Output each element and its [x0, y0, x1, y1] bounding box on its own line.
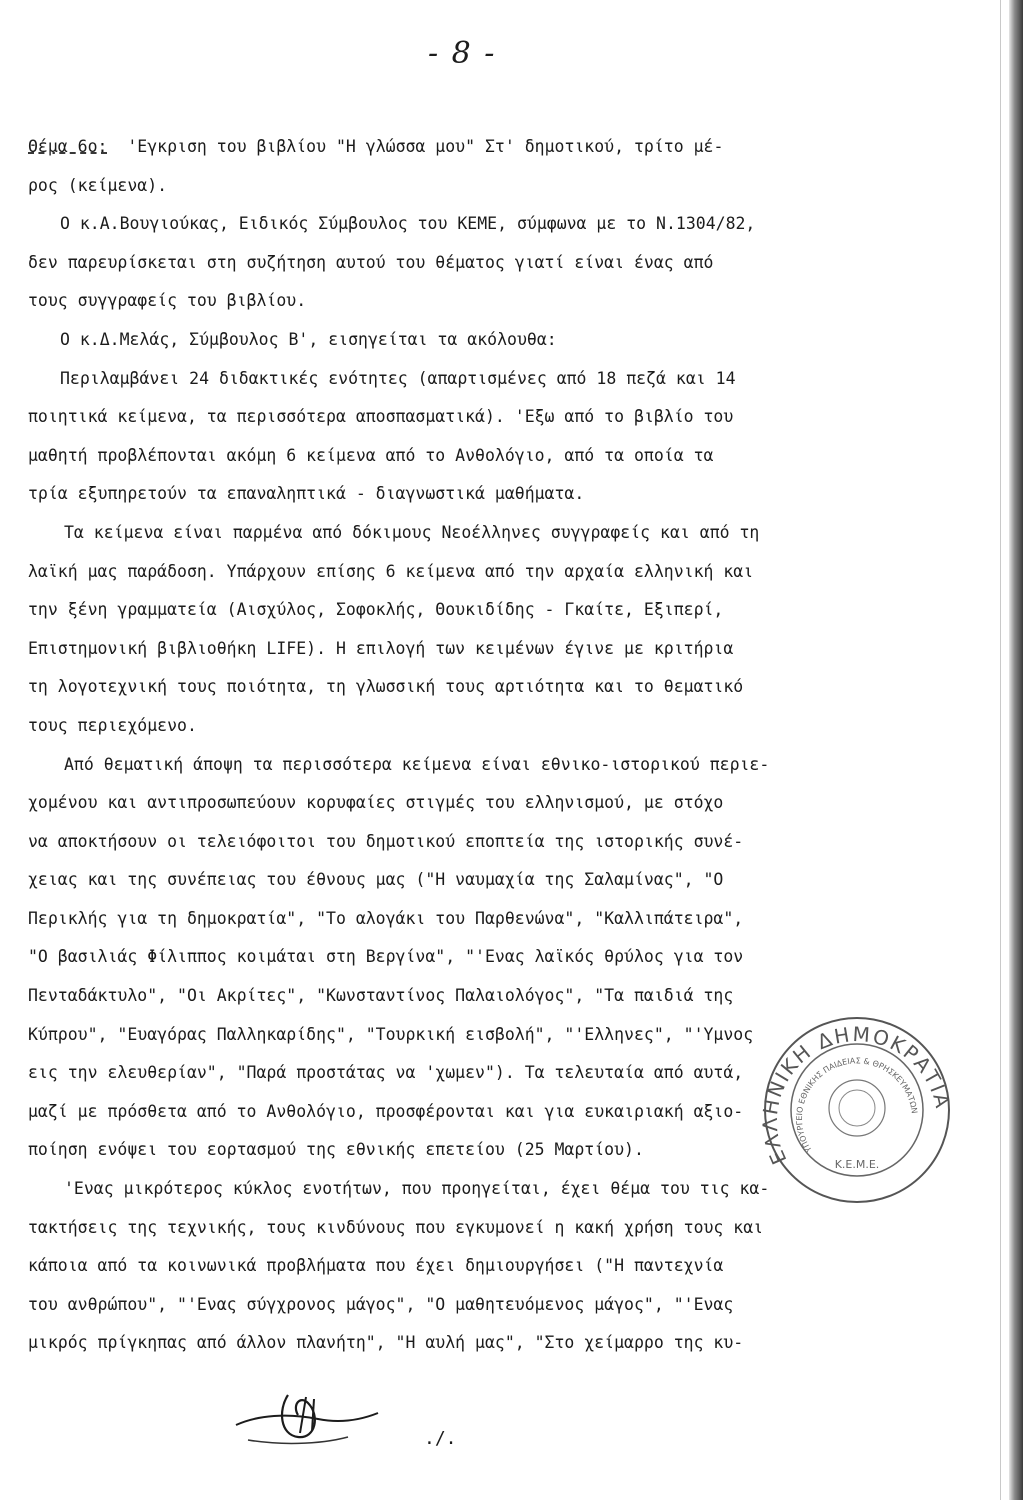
text-line-23: Πενταδάκτυλο", "Οι Ακρίτες", "Κωνσταντίνος Παλαιολόγος", "Τα παιδιά της [28, 986, 734, 1006]
text-line-22: "Ο βασιλιάς Φίλιππος κοιμάται στη Βεργίνα", "'Ενας λαϊκός θρύλος για τον [28, 947, 744, 967]
svg-text:ΥΠΟΥΡΓΕΙΟ ΕΘΝΙΚΗΣ ΠΑΙΔΕΙΑΣ & Θ [795, 1056, 919, 1154]
text-line-1: Θέμα 6ο: 'Εγκριση του βιβλίου "Η γλώσσα μου" Στ' δημοτικού, τρίτο μέ- [28, 137, 724, 156]
text-line-9: μαθητή προβλέπονται ακόμη 6 κείμενα από το Ανθολόγιο, από τα οποία τα [28, 445, 714, 465]
text-line-26: μαζί με πρόσθετα από το Ανθολόγιο, προσφέρονται και για ευκαιριακή αξιο- [28, 1101, 744, 1121]
text-line-12: λαϊκή μας παράδοση. Υπάρχουν επίσης 6 κείμενα από την αρχαία ελληνική και [28, 561, 754, 581]
svg-text:ΕΛΛΗΝΙΚΗ ΔΗΜΟΚΡΑΤΙΑ [758, 1022, 955, 1168]
text-line-25: εις την ελευθερίαν", "Παρά προστάτας να 'χωμεν"). Τα τελευταία από αυτά, [28, 1063, 744, 1083]
text-line-19: να αποκτήσουν οι τελειόφοιτοι του δημοτικού εποπτεία της ιστορικής συνέ- [28, 831, 744, 851]
text-line-17: Από θεματική άποψη τα περισσότερα κείμενα είναι εθνικο-ιστορικού περιε- [64, 754, 770, 774]
text-line-27: ποίηση ενόψει του εορτασμού της εθνικής επετείου (25 Μαρτίου). [28, 1140, 644, 1160]
text-line-10: τρία εξυπηρετούν τα επαναληπτικά - διαγνωστικά μαθήματα. [28, 484, 585, 504]
page-number: - 8 - [428, 36, 497, 71]
text-line-15: τη λογοτεχνική τους ποιότητα, τη γλωσσική τους αρτιότητα και το θεματικό [28, 677, 744, 697]
text-line-29: τακτήσεις της τεχνικής, τους κινδύνους που εγκυμονεί η κακή χρήση τους και [28, 1217, 764, 1237]
text-line-16: τους περιεχόμενο. [28, 715, 197, 735]
text-line-5: τους συγγραφείς του βιβλίου. [28, 291, 307, 311]
continuation-mark: ./. [424, 1428, 457, 1449]
topic-heading: Θέμα 6ο: [28, 137, 108, 156]
official-seal-stamp [757, 1010, 957, 1210]
text-line-11: Τα κείμενα είναι παρμένα από δόκιμους Νεοέλληνες συγγραφείς και από τη [64, 522, 760, 542]
stamp-outer-text: ΕΛΛΗΝΙΚΗ ΔΗΜΟΚΡΑΤΙΑ [757, 1021, 956, 1169]
handwritten-signature [228, 1385, 388, 1455]
document-body [28, 128, 838, 1363]
text-line-8: ποιητικά κείμενα, τα περισσότερα αποσπασματικά). 'Εξω από το βιβλίο του [28, 407, 734, 427]
text-line-6: Ο κ.Δ.Μελάς, Σύμβουλος Β', εισηγείται τα ακόλουθα: [60, 329, 557, 349]
text-line-20: χειας και της συνέπειας του έθνους μας ("Η ναυμαχία της Σαλαμίνας", "Ο [28, 870, 724, 890]
text-line-2: ρος (κείμενα). [28, 175, 168, 195]
text-line-14: Επιστημονική βιβλιοθήκη LIFE). Η επιλογή των κειμένων έγινε με κριτήρια [28, 638, 734, 658]
stamp-bottom-text: Κ.Ε.Μ.Ε. [834, 1158, 880, 1171]
text-line-28: 'Ενας μικρότερος κύκλος ενοτήτων, που προηγείται, έχει θέμα του τις κα- [64, 1179, 770, 1199]
text-line-13: την ξένη γραμματεία (Αισχύλος, Σοφοκλής, Θουκιδίδης - Γκαίτε, Εξιπερί, [28, 600, 724, 620]
text-line-3: Ο κ.Α.Βουγιούκας, Ειδικός Σύμβουλος του ΚΕΜΕ, σύμφωνα με το Ν.1304/82, [60, 214, 756, 234]
text-line-21: Περικλής για τη δημοκρατία", "Το αλογάκι του Παρθενώνα", "Καλλιπάτειρα", [28, 908, 744, 928]
text-line-24: Κύπρου", "Ευαγόρας Παλληκαρίδης", "Τουρκική εισβολή", "'Ελληνες", "'Υμνος [28, 1024, 754, 1044]
text-line-32: μικρός πρίγκηπας από άλλον πλανήτη", "Η αυλή μας", "Στο χείμαρρο της κυ- [28, 1333, 744, 1353]
text-line-4: δεν παρευρίσκεται στη συζήτηση αυτού του θέματος γιατί είναι ένας από [28, 252, 714, 272]
page-edge-shadow [1009, 0, 1023, 1500]
text-line-18: χομένου και αντιπροσωπεύουν κορυφαίες στιγμές του ελληνισμού, με στόχο [28, 793, 724, 813]
text-line-7: Περιλαμβάνει 24 διδακτικές ενότητες (απαρτισμένες από 18 πεζά και 14 [60, 368, 736, 388]
text-line-31: του ανθρώπου", "'Ενας σύγχρονος μάγος", "Ο μαθητευόμενος μάγος", "'Ενας [28, 1294, 734, 1314]
page-fold-line [1000, 0, 1001, 1500]
stamp-inner-text: ΥΠΟΥΡΓΕΙΟ ΕΘΝΙΚΗΣ ΠΑΙΔΕΙΑΣ & ΘΡΗΣΚΕΥΜΑΤΩΝ [794, 1056, 919, 1154]
text-line-30: κάποια από τα κοινωνικά προβλήματα που έχει δημιουργήσει ("Η παντεχνία [28, 1256, 724, 1276]
